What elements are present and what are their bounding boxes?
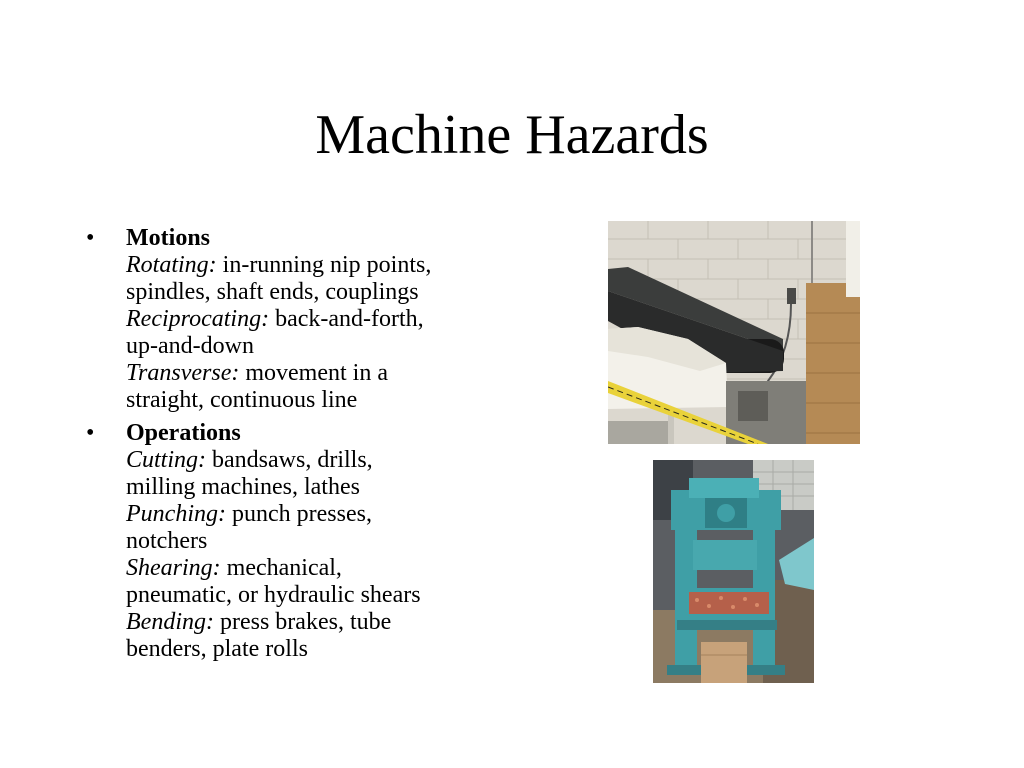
item-text-continued: up-and-down [126,333,254,359]
item-shearing [126,555,526,582]
punch-press-photo [653,460,814,683]
bullet-list [86,225,526,669]
item-term: Cutting: [126,447,207,473]
item-cutting [126,447,526,474]
item-text: punch presses, [225,501,372,527]
item-text: back-and-forth, [269,306,424,332]
item-text: mechanical, [220,555,342,581]
conveyor-belt-photo [608,221,860,444]
item-term: Rotating: [126,252,217,278]
bullet-heading: Operations [126,420,241,446]
item-text: press brakes, tube [213,609,392,635]
item-term: Punching: [126,501,226,527]
item-text: in-running nip points, [216,252,432,278]
item-punching [126,501,526,528]
bullet-dot: • [86,225,95,251]
slide-title: Machine Hazards [315,104,709,166]
item-text-continued: milling machines, lathes [126,474,360,500]
item-reciprocating [126,306,526,333]
bullet-motions [86,225,526,414]
item-text-continued: benders, plate rolls [126,636,308,662]
bullet-dot: • [86,420,95,446]
item-transverse [126,360,526,387]
item-term: Transverse: [126,360,240,386]
bullet-heading: Motions [126,225,210,251]
item-term: Bending: [126,609,214,635]
item-text-continued: notchers [126,528,208,554]
item-text: bandsaws, drills, [206,447,373,473]
item-term: Reciprocating: [126,306,270,332]
item-text-continued: spindles, shaft ends, couplings [126,279,419,305]
item-text-continued: pneumatic, or hydraulic shears [126,582,421,608]
item-text: movement in a [239,360,388,386]
bullet-operations [86,420,526,663]
item-rotating [126,252,526,279]
item-text-continued: straight, continuous line [126,387,358,413]
item-bending [126,609,526,636]
item-term: Shearing: [126,555,221,581]
